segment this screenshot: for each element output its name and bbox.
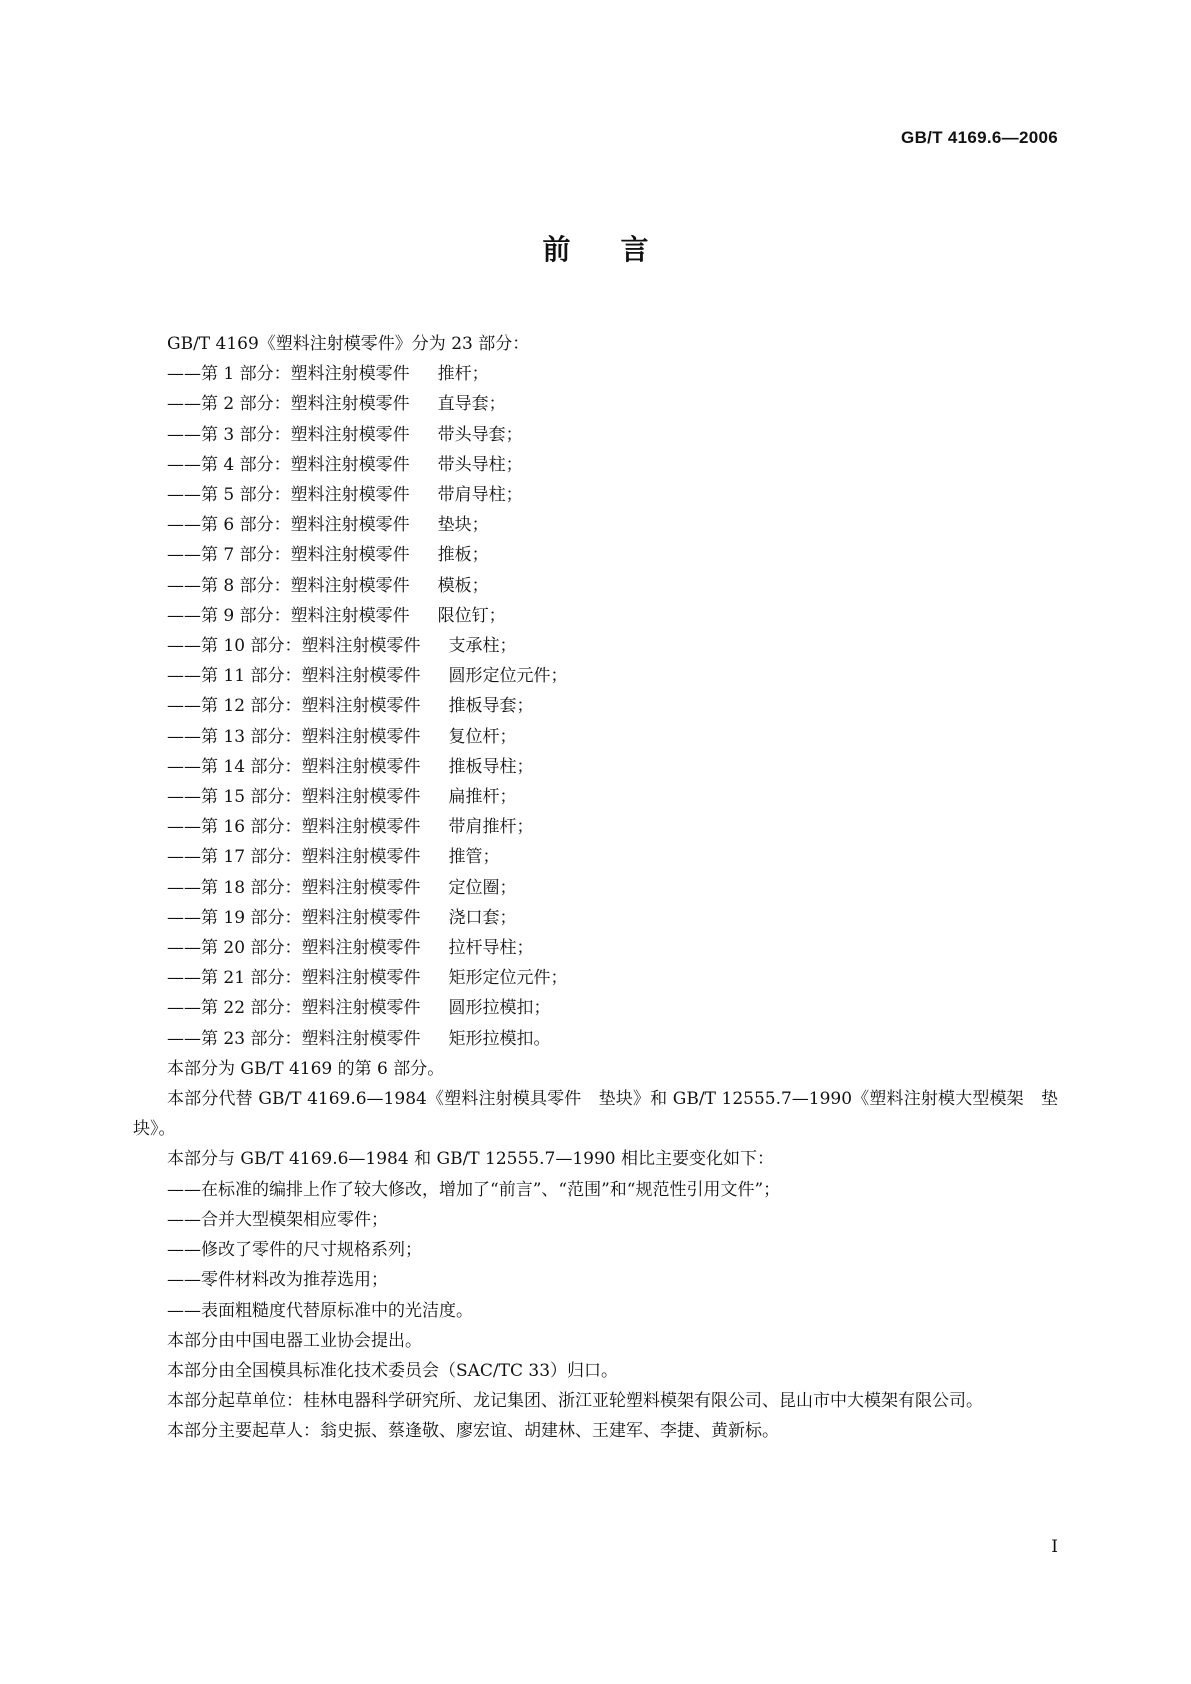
intro-paragraph: GB/T 4169《塑料注射模零件》分为 23 部分：: [167, 334, 530, 354]
list-item: —— 第 7 部分：塑料注射模零件 推板；: [133, 540, 1058, 570]
list-item: —— 第 17 部分：塑料注射模零件 推管；: [133, 842, 1058, 872]
proposed-paragraph: 本部分由中国电器工业协会提出。: [167, 1330, 422, 1351]
centralized-paragraph: 本部分由全国模具标准化技术委员会（SAC/TC 33）归口。: [167, 1360, 619, 1381]
page-title: 前言: [542, 233, 699, 266]
page-number: I: [1051, 1537, 1058, 1557]
foreword-body: [133, 329, 1058, 1447]
list-item: —— 第 12 部分：塑料注射模零件 推板导套；: [133, 691, 1058, 721]
list-item: —— 第 14 部分：塑料注射模零件 推板导柱；: [133, 752, 1058, 782]
replaces-paragraph: 本部分代替 GB/T 4169.6—1984《塑料注射模具零件 垫块》和 GB/T 12555.7—1990《塑料注射模大型模架 垫块》。: [133, 1089, 1058, 1140]
list-item: —— 第 2 部分：塑料注射模零件 直导套；: [133, 389, 1058, 419]
standard-code: GB/T 4169.6—2006: [901, 128, 1058, 147]
list-item: —— 在标准的编排上作了较大修改，增加了“前言”、“范围”和“规范性引用文件”；: [133, 1175, 1058, 1205]
this-part-paragraph: 本部分为 GB/T 4169 的第 6 部分。: [167, 1058, 445, 1079]
list-item: —— 第 19 部分：塑料注射模零件 浇口套；: [133, 903, 1058, 933]
changes-list: [133, 1175, 1058, 1326]
list-item: —— 修改了零件的尺寸规格系列；: [133, 1235, 1058, 1265]
drafting-units-paragraph: 本部分起草单位：桂林电器科学研究所、龙记集团、浙江亚轮塑料模架有限公司、昆山市中大模架有限公司。: [167, 1391, 983, 1412]
drafters-paragraph: 本部分主要起草人：翁史振、蔡逢敬、廖宏谊、胡建林、王建军、李捷、黄新标。: [167, 1421, 779, 1442]
list-item: —— 表面粗糙度代替原标准中的光洁度。: [133, 1296, 1058, 1326]
list-item: —— 第 5 部分：塑料注射模零件 带肩导柱；: [133, 480, 1058, 510]
list-item: —— 第 13 部分：塑料注射模零件 复位杆；: [133, 722, 1058, 752]
list-item: —— 第 9 部分：塑料注射模零件 限位钉；: [133, 601, 1058, 631]
list-item: —— 第 8 部分：塑料注射模零件 模板；: [133, 571, 1058, 601]
list-item: —— 第 1 部分：塑料注射模零件 推杆；: [133, 359, 1058, 389]
list-item: —— 第 20 部分：塑料注射模零件 拉杆导柱；: [133, 933, 1058, 963]
parts-list: [133, 359, 1058, 1054]
list-item: —— 第 16 部分：塑料注射模零件 带肩推杆；: [133, 812, 1058, 842]
list-item: —— 第 6 部分：塑料注射模零件 垫块；: [133, 510, 1058, 540]
list-item: —— 第 10 部分：塑料注射模零件 支承柱；: [133, 631, 1058, 661]
list-item: —— 合并大型模架相应零件；: [133, 1205, 1058, 1235]
list-item: —— 第 11 部分：塑料注射模零件 圆形定位元件；: [133, 661, 1058, 691]
list-item: —— 第 15 部分：塑料注射模零件 扁推杆；: [133, 782, 1058, 812]
list-item: —— 第 3 部分：塑料注射模零件 带头导套；: [133, 420, 1058, 450]
list-item: —— 第 18 部分：塑料注射模零件 定位圈；: [133, 873, 1058, 903]
list-item: —— 第 4 部分：塑料注射模零件 带头导柱；: [133, 450, 1058, 480]
list-item: —— 零件材料改为推荐选用；: [133, 1265, 1058, 1295]
list-item: —— 第 21 部分：塑料注射模零件 矩形定位元件；: [133, 963, 1058, 993]
changes-intro-paragraph: 本部分与 GB/T 4169.6—1984 和 GB/T 12555.7—1990 相比主要变化如下：: [167, 1149, 775, 1170]
list-item: —— 第 23 部分：塑料注射模零件 矩形拉模扣。: [133, 1024, 1058, 1054]
list-item: —— 第 22 部分：塑料注射模零件 圆形拉模扣；: [133, 993, 1058, 1023]
